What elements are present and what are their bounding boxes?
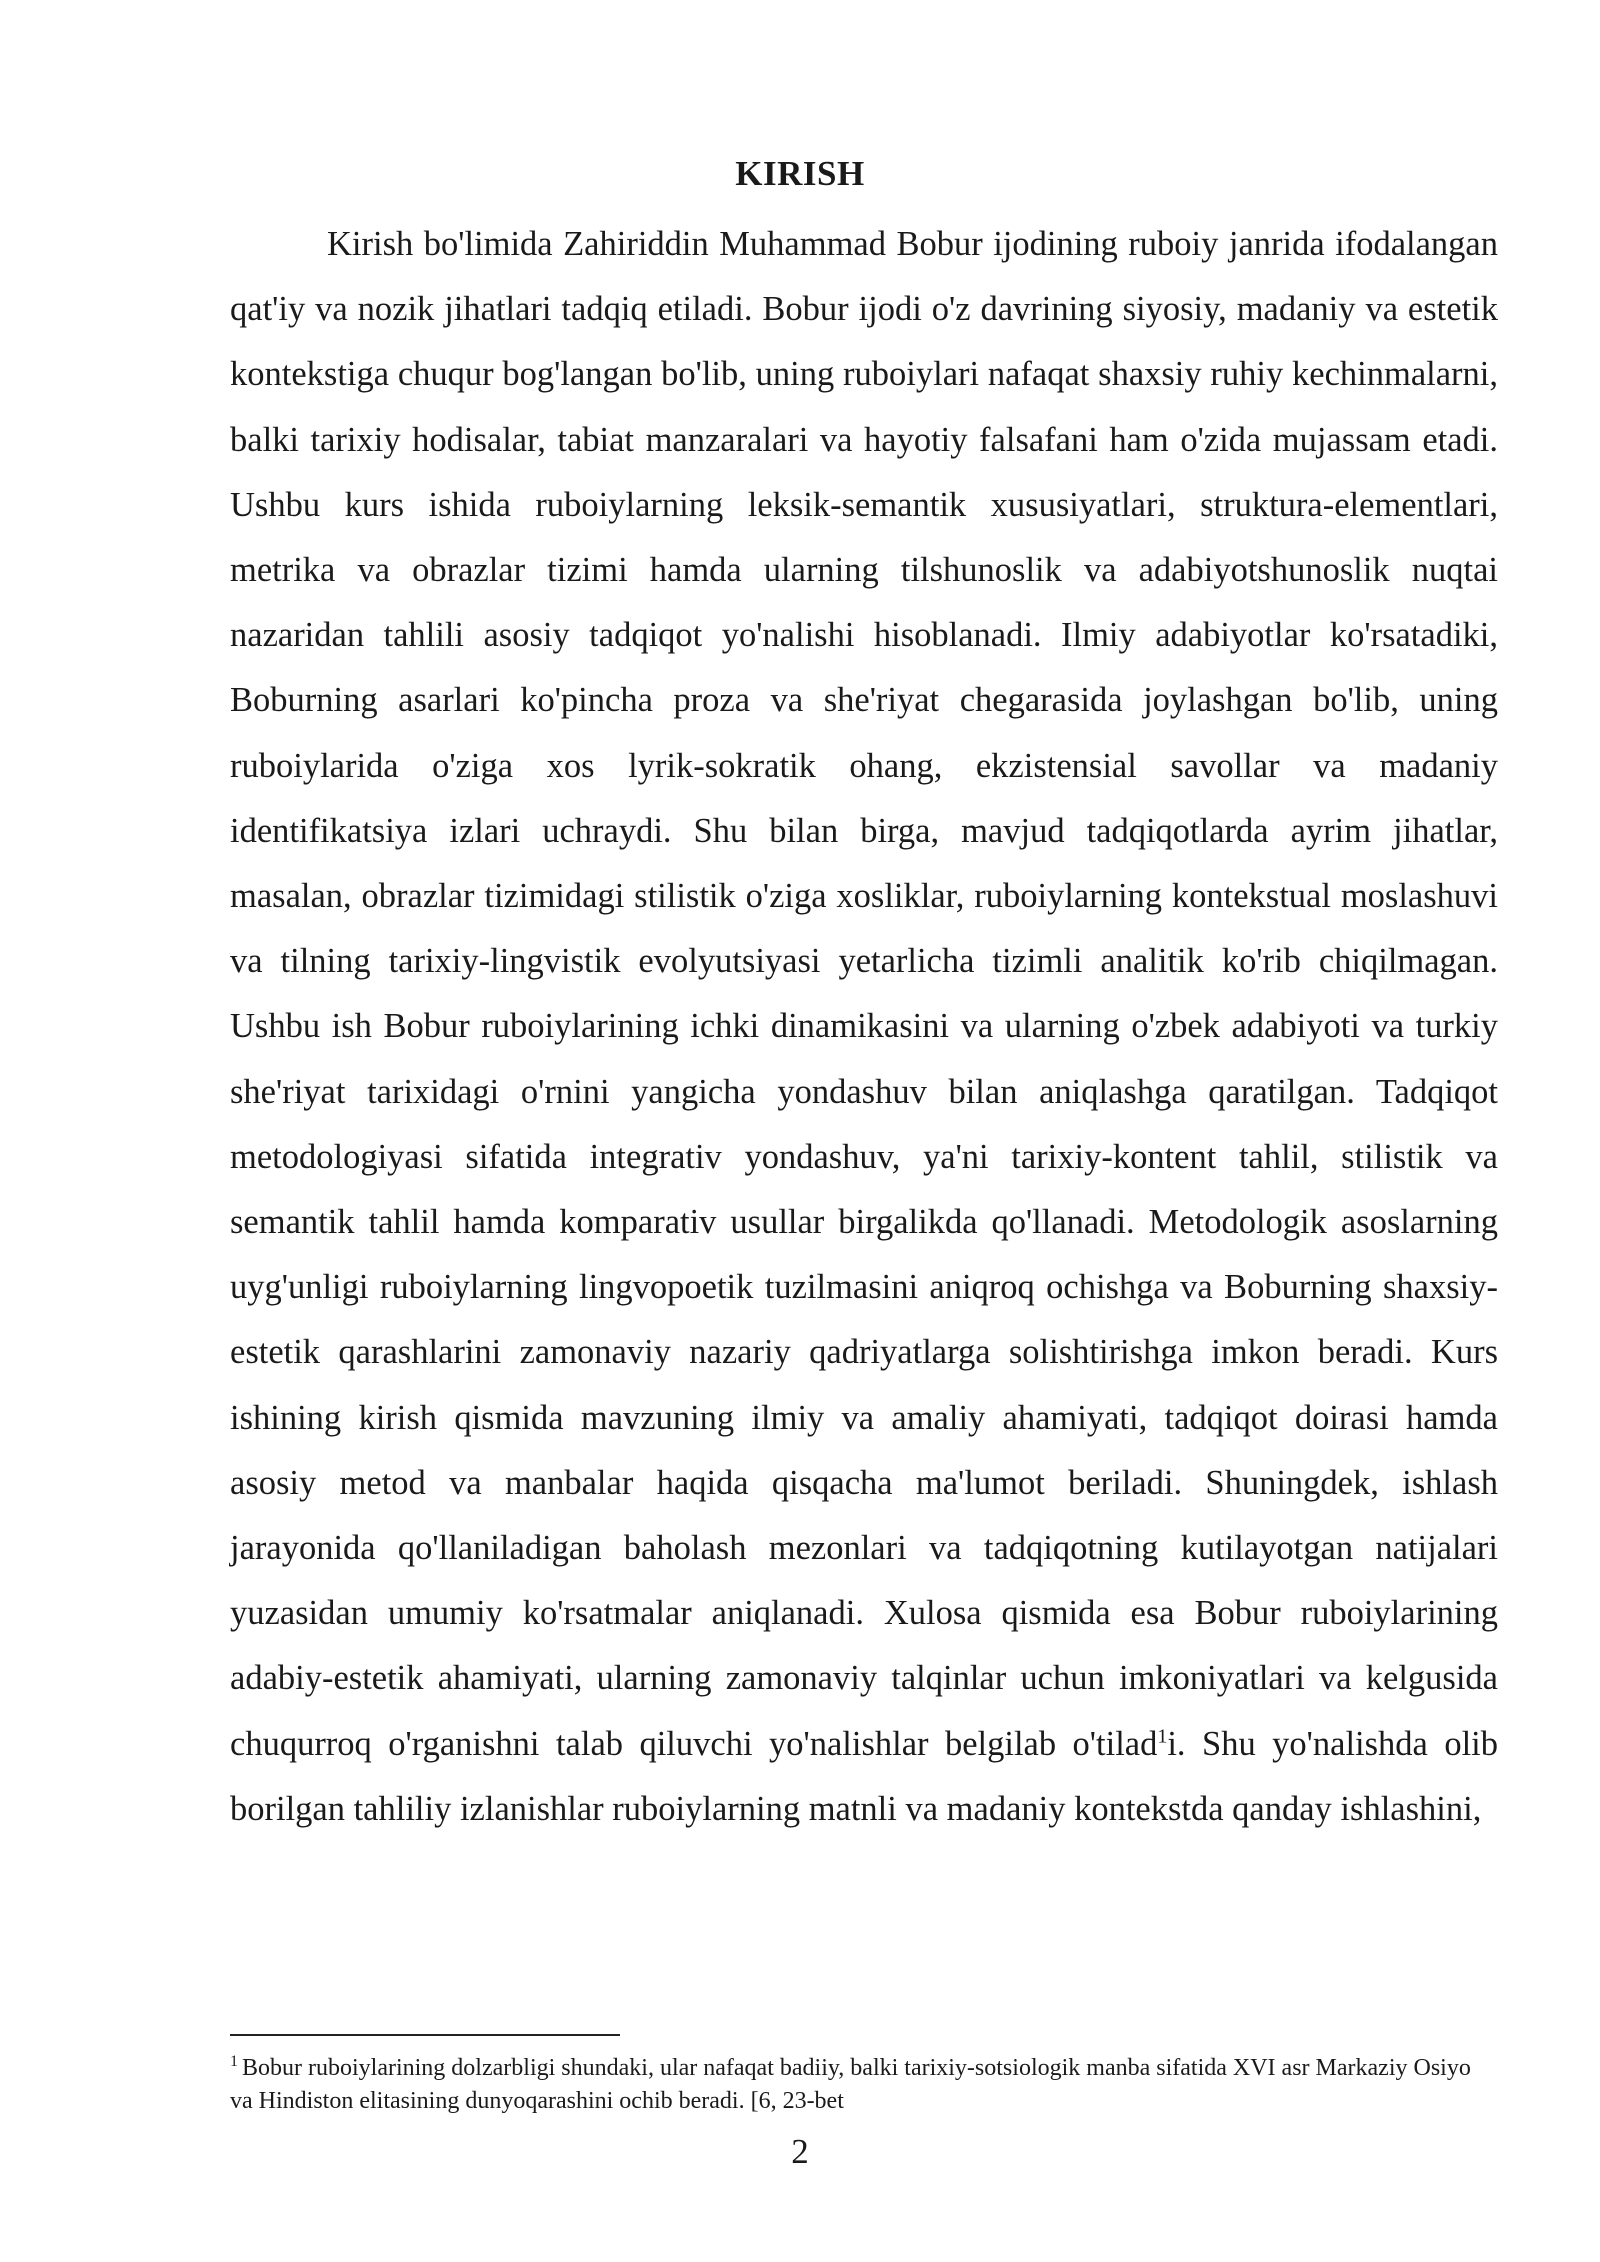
section-title: KIRISH <box>735 154 865 193</box>
body-text-continuation: i. Shu yo'nalishda olib borilgan tahliliy izlanishlar ruboiylarning matnli va madaniy kontekstda qanday ishlashini, <box>230 1724 1498 1828</box>
body-paragraph <box>230 212 1498 1842</box>
footnote-text: Bobur ruboiylarining dolzarbligi shundaki, ular nafaqat badiiy, balki tarixiy-sotsiologik manba sifatida XVI asr Markaziy Osiyo va Hindiston elitasining dunyoqarashini ochib beradi. [6, 23-bet <box>230 2055 1471 2114</box>
body-text-main: Kirish bo'limida Zahiriddin Muhammad Bobur ijodining ruboiy janrida ifodalangan qat'iy va nozik jihatlari tadqiq etiladi. Bobur ijodi o'z davrining siyosiy, madaniy va estetik kontekstiga chuqur bog'langan bo'lib, uning ruboiylari nafaqat shaxsiy ruhiy kechinmalarni, balki tarixiy hodisalar, tabiat manzaralari va hayotiy falsafani ham o'zida mujassam etadi. Ushbu kurs ishida ruboiylarning leksik-semantik xususiyatlari, struktura-elementlari, metrika va obrazlar tizimi hamda ularning tilshunoslik va adabiyotshunoslik nuqtai nazaridan tahlili asosiy tadqiqot yo'nalishi hisoblanadi. Ilmiy adabiyotlar ko'rsatadiki, Boburning asarlari ko'pincha proza va she'riyat chegarasida joylashgan bo'lib, uning ruboiylarida o'ziga xos lyrik-sokratik ohang, ekzistensial savollar va madaniy identifikatsiya izlari uchraydi. Shu bilan birga, mavjud tadqiqotlarda ayrim jihatlar, masalan, obrazlar tizimidagi stilistik o'ziga xosliklar, ruboiylarning kontekstual moslashuvi va tilning tarixiy-lingvistik evolyutsiyasi yetarlicha tizimli analitik ko'rib chiqilmagan. Ushbu ish Bobur ruboiylarining ichki dinamikasini va ularning o'zbek adabiyoti va turkiy she'riyat tarixidagi o'rnini yangicha yondashuv bilan aniqlashga qaratilgan. Tadqiqot metodologiyasi sifatida integrativ yondashuv, ya'ni tarixiy-kontent tahlil, stilistik va semantik tahlil hamda komparativ usullar birgalikda qo'llanadi. Metodologik asoslarning uyg'unligi ruboiylarning lingvopoetik tuzilmasini aniqroq ochishga va Boburning shaxsiy-estetik qarashlarini zamonaviy nazariy qadriyatlarga solishtirishga imkon beradi. Kurs ishining kirish qismida mavzuning ilmiy va amaliy ahamiyati, tadqiqot doirasi hamda asosiy metod va manbalar haqida qisqacha ma'lumot beriladi. Shuningdek, ishlash jarayonida qo'llaniladigan baholash mezonlari va tadqiqotning kutilayotgan natijalari yuzasidan umumiy ko'rsatmalar aniqlanadi. Xulosa qismida esa Bobur ruboiylarining adabiy-estetik ahamiyati, ularning zamonaviy talqinlar uchun imkoniyatlari va kelgusida chuqurroq o'rganishni talab qiluvchi yo'nalishlar belgilab o'tilad <box>230 225 1498 1763</box>
footnote <box>230 2052 1498 2118</box>
footnote-separator <box>230 2034 620 2036</box>
footnote-marker: 1 <box>230 2053 238 2070</box>
page-number: 2 <box>791 2132 809 2171</box>
footnote-reference[interactable]: 1 <box>1157 1725 1168 1748</box>
